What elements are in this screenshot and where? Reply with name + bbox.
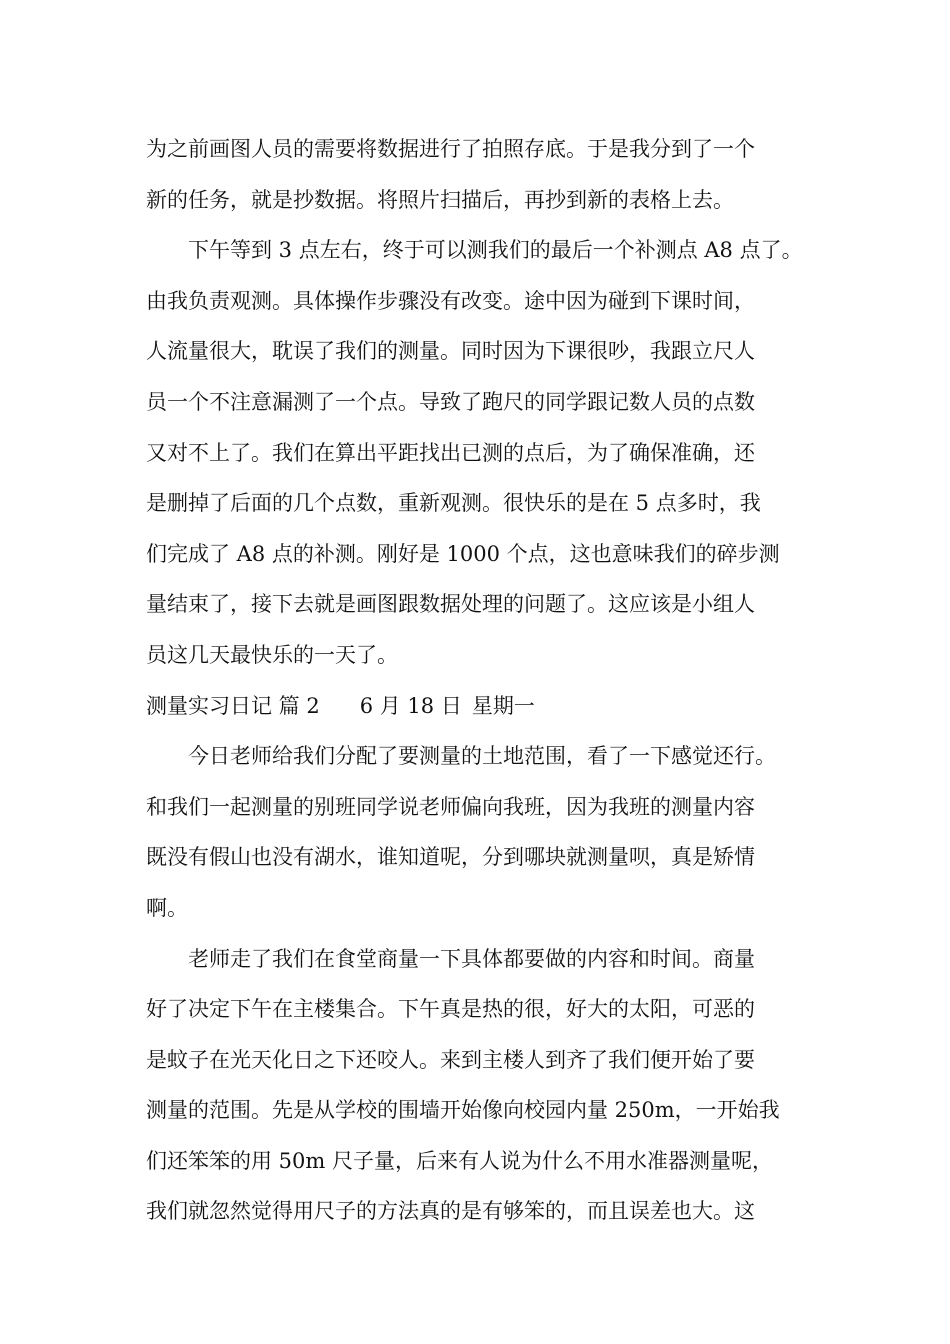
- text-line: 和我们一起测量的别班同学说老师偏向我班，因为我班的测量内容: [146, 794, 755, 819]
- heading-weekday: 星期一: [471, 693, 535, 718]
- text-line: 今日老师给我们分配了要测量的土地范围，看了一下感觉还行。: [188, 744, 776, 769]
- text-line: 为之前画图人员的需要将数据进行了拍照存底。于是我分到了一个: [146, 137, 755, 161]
- text-line: 测量的范围。先是从学校的围墙开始像向校园内量 250m，一开始我: [146, 1098, 780, 1123]
- text-line: 是蚊子在光天化日之下还咬人。来到主楼人到齐了我们便开始了要: [146, 1047, 755, 1072]
- text-line: 我们就忽然觉得用尺子的方法真的是有够笨的，而且误差也大。这: [146, 1199, 755, 1224]
- text-line: 好了决定下午在主楼集合。下午真是热的很，好大的太阳，可恶的: [146, 997, 755, 1022]
- text-line: 员这几天最快乐的一天了。: [146, 642, 398, 667]
- document-body: [146, 124, 846, 1237]
- text-line: 啊。: [146, 895, 188, 920]
- text-line: 人流量很大，耽误了我们的测量。同时因为下课很吵，我跟立尺人: [146, 339, 755, 364]
- text-line: 老师走了我们在食堂商量一下具体都要做的内容和时间。商量: [188, 946, 755, 971]
- text-line: 们还笨笨的用 50m 尺子量，后来有人说为什么不用水准器测量呢，: [146, 1148, 773, 1173]
- text-line: 既没有假山也没有湖水，谁知道呢，分到哪块就测量呗，真是矫情: [146, 845, 755, 870]
- text-line: 又对不上了。我们在算出平距找出已测的点后，为了确保准确，还: [146, 440, 755, 465]
- text-line: 们完成了 A8 点的补测。刚好是 1000 个点，这也意味我们的碎步测: [146, 541, 780, 566]
- heading-date: 6 月 18 日: [359, 693, 462, 718]
- text-line: 新的任务，就是抄数据。将照片扫描后，再抄到新的表格上去。: [146, 187, 734, 212]
- text-line: 员一个不注意漏测了一个点。导致了跑尺的同学跟记数人员的点数: [146, 389, 755, 414]
- diary-heading: [146, 681, 846, 732]
- text-line: 下午等到 3 点左右，终于可以测我们的最后一个补测点 A8 点了。: [188, 238, 803, 263]
- text-line: 是删掉了后面的几个点数，重新观测。很快乐的是在 5 点多时，我: [146, 491, 761, 516]
- text-line: 量结束了，接下去就是画图跟数据处理的问题了。这应该是小组人: [146, 592, 755, 617]
- text-line: 由我负责观测。具体操作步骤没有改变。途中因为碰到下课时间，: [146, 288, 755, 313]
- heading-title: 测量实习日记 篇 2: [146, 693, 320, 718]
